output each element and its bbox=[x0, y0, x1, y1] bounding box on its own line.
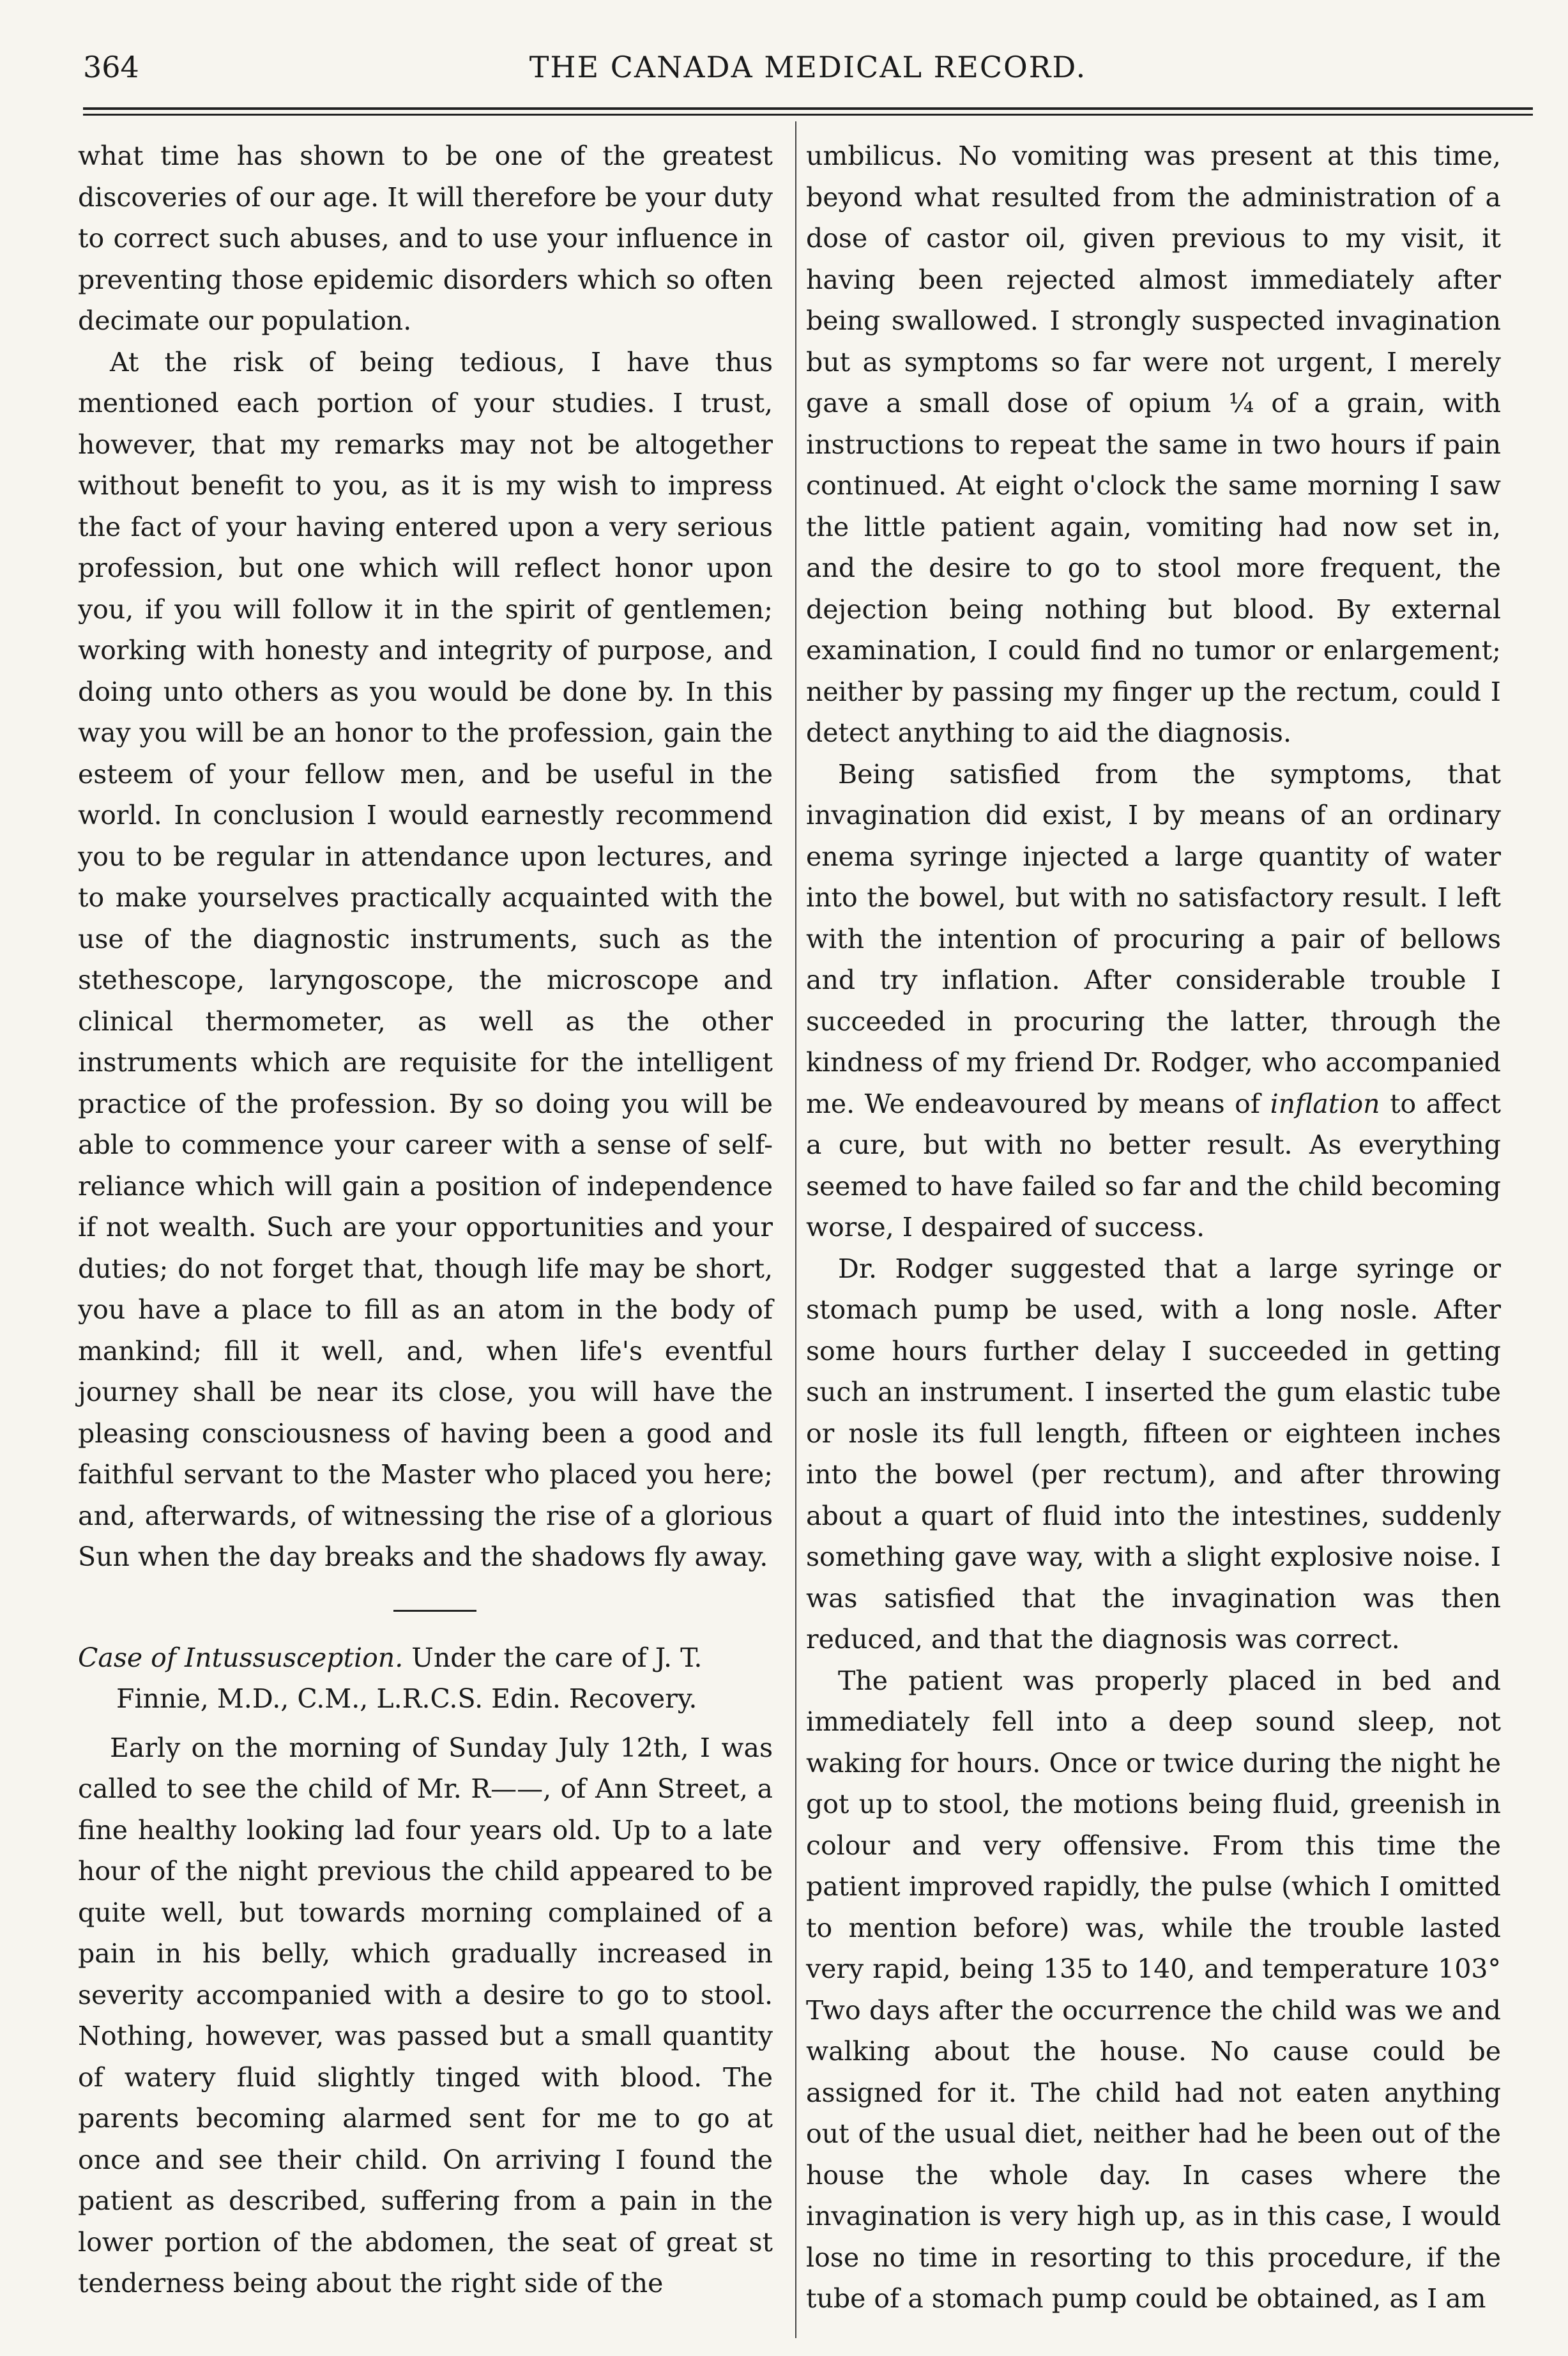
paragraph: At the risk of being tedious, I have thus mentioned each portion of your studies. I trust, however, that my remarks may not be altogether without benefit to you, as it is my wish to impress the fact of your having entered upon a very serious profession, but one which will reflect honor upon you, if you will follow it in the spirit of gentlemen; working with honesty and integrity of purpose, and doing unto others as you would be done by. In this way you will be an honor to the profession, gain the esteem of your fellow men, and be useful in the world. In conclusion I would earnestly recommend you to be regular in attendance upon lectures, and to make yourselves practically acquainted with the use of the diagnostic instruments, such as the stethescope, laryngoscope, the microscope and clinical thermometer, as well as the other instruments which are requisite for the intelligent practice of the profession. By so doing you will be able to commence your career with a sense of self-reliance which will gain a position of independence if not wealth. Such are your opportunities and your duties; do not forget that, though life may be short, you have a place to fill as an atom in the body of mankind; fill it well, and, when life's eventful journey shall be near its close, you will have the pleasing consciousness of having been a good and faithful servant to the Master who placed you here; and, afterwards, of witnessing the rise of a glorious Sun when the day breaks and the shadows fly away. bbox=[78, 346, 773, 1572]
paragraph-text: Being satisfied from the symptoms, that invagination did exist, I by means of an ordinary enema syringe injected a large quantity of water into the bowel, but with no satisfactory result. I left with the intention of procuring a pair of bellows and try inflation. After considerable trouble I succeeded in procuring the latter, through the kindness of my friend Dr. Rodger, who accompanied me. We endeavoured by means of bbox=[806, 758, 1501, 1119]
page-number: 364 bbox=[83, 50, 139, 84]
section-separator bbox=[393, 1610, 476, 1612]
left-column bbox=[78, 135, 773, 2304]
header-rule-bottom bbox=[83, 114, 1533, 116]
paragraph: what time has shown to be one of the greatest discoveries of our age. It will therefore be your duty to correct such abuses, and to use your influence in preventing those epidemic disorders which so often decimate our population. bbox=[78, 141, 773, 336]
case-title-rest: Under the care of J. T. bbox=[403, 1642, 703, 1673]
case-byline: Finnie, M.D., C.M., L.R.C.S. Edin. Recovery. bbox=[116, 1683, 697, 1714]
case-title bbox=[78, 1637, 773, 1679]
case-title-italic: Case of Intussusception. bbox=[78, 1642, 404, 1673]
page-header bbox=[83, 50, 1533, 95]
journal-title: THE CANADA MEDICAL RECORD. bbox=[529, 50, 1087, 84]
italic-term: inflation bbox=[1270, 1088, 1380, 1119]
paragraph: Early on the morning of Sunday July 12th, I was called to see the child of Mr. R——, of Ann Street, a fine healthy looking lad four years old. Up to a late hour of the night previous the child appeared to be quite well, but towards morning complained of a pain in his belly, which gradually increased in severity accompanied with a desire to go to stool. Nothing, however, was passed but a small quantity of watery fluid slightly tinged with blood. The parents becoming alarmed sent for me to go at once and see their child. On arriving I found the patient as described, suffering from a pain in the lower portion of the abdomen, the seat of great st tenderness being about the right side of the bbox=[78, 1732, 773, 2299]
paragraph: umbilicus. No vomiting was present at this time, beyond what resulted from the administration of a dose of castor oil, given previous to my visit, it having been rejected almost immediately after being swallowed. I strongly suspected invagination but as symptoms so far were not urgent, I merely gave a small dose of opium ¼ of a grain, with instructions to repeat the same in two hours if pain continued. At eight o'clock the same morning I saw the little patient again, vomiting had now set in, and the desire to go to stool more frequent, the dejection being nothing but blood. By external examination, I could find no tumor or enlargement; neither by passing my finger up the rectum, could I detect anything to aid the diagnosis. bbox=[806, 141, 1501, 748]
column-divider bbox=[795, 121, 796, 2338]
paragraph: Dr. Rodger suggested that a large syringe or stomach pump be used, with a long nosle. After some hours further delay I succeeded in getting such an instrument. I inserted the gum elastic tube or nosle its full length, fifteen or eighteen inches into the bowel (per rectum), and after throwing about a quart of fluid into the intestines, suddenly something gave way, with a slight explosive noise. I was satisfied that the invagination was then reduced, and that the diagnosis was correct. bbox=[806, 1253, 1501, 1655]
paragraph: The patient was properly placed in bed and immediately fell into a deep sound sleep, not waking for hours. Once or twice during the night he got up to stool, the motions being fluid, greenish in colour and very offensive. From this time the patient improved rapidly, the pulse (which I omitted to mention before) was, while the trouble lasted very rapid, being 135 to 140, and temperature 103° Two days after the occurrence the child was we and walking about the house. No cause could be assigned for it. The child had not eaten anything out of the usual diet, neither had he been out of the house the whole day. In cases where the invagination is very high up, as in this case, I would lose no time in resorting to this procedure, if the tube of a stomach pump could be obtained, as I am bbox=[806, 1665, 1501, 2314]
paragraph bbox=[806, 754, 1501, 1248]
right-column bbox=[806, 135, 1501, 2320]
header-rule-top bbox=[83, 107, 1533, 110]
paragraph-text: to affect a cure, but with no better result. As everything seemed to have failed so far and the child becoming worse, I despaired of success. bbox=[806, 1088, 1502, 1243]
